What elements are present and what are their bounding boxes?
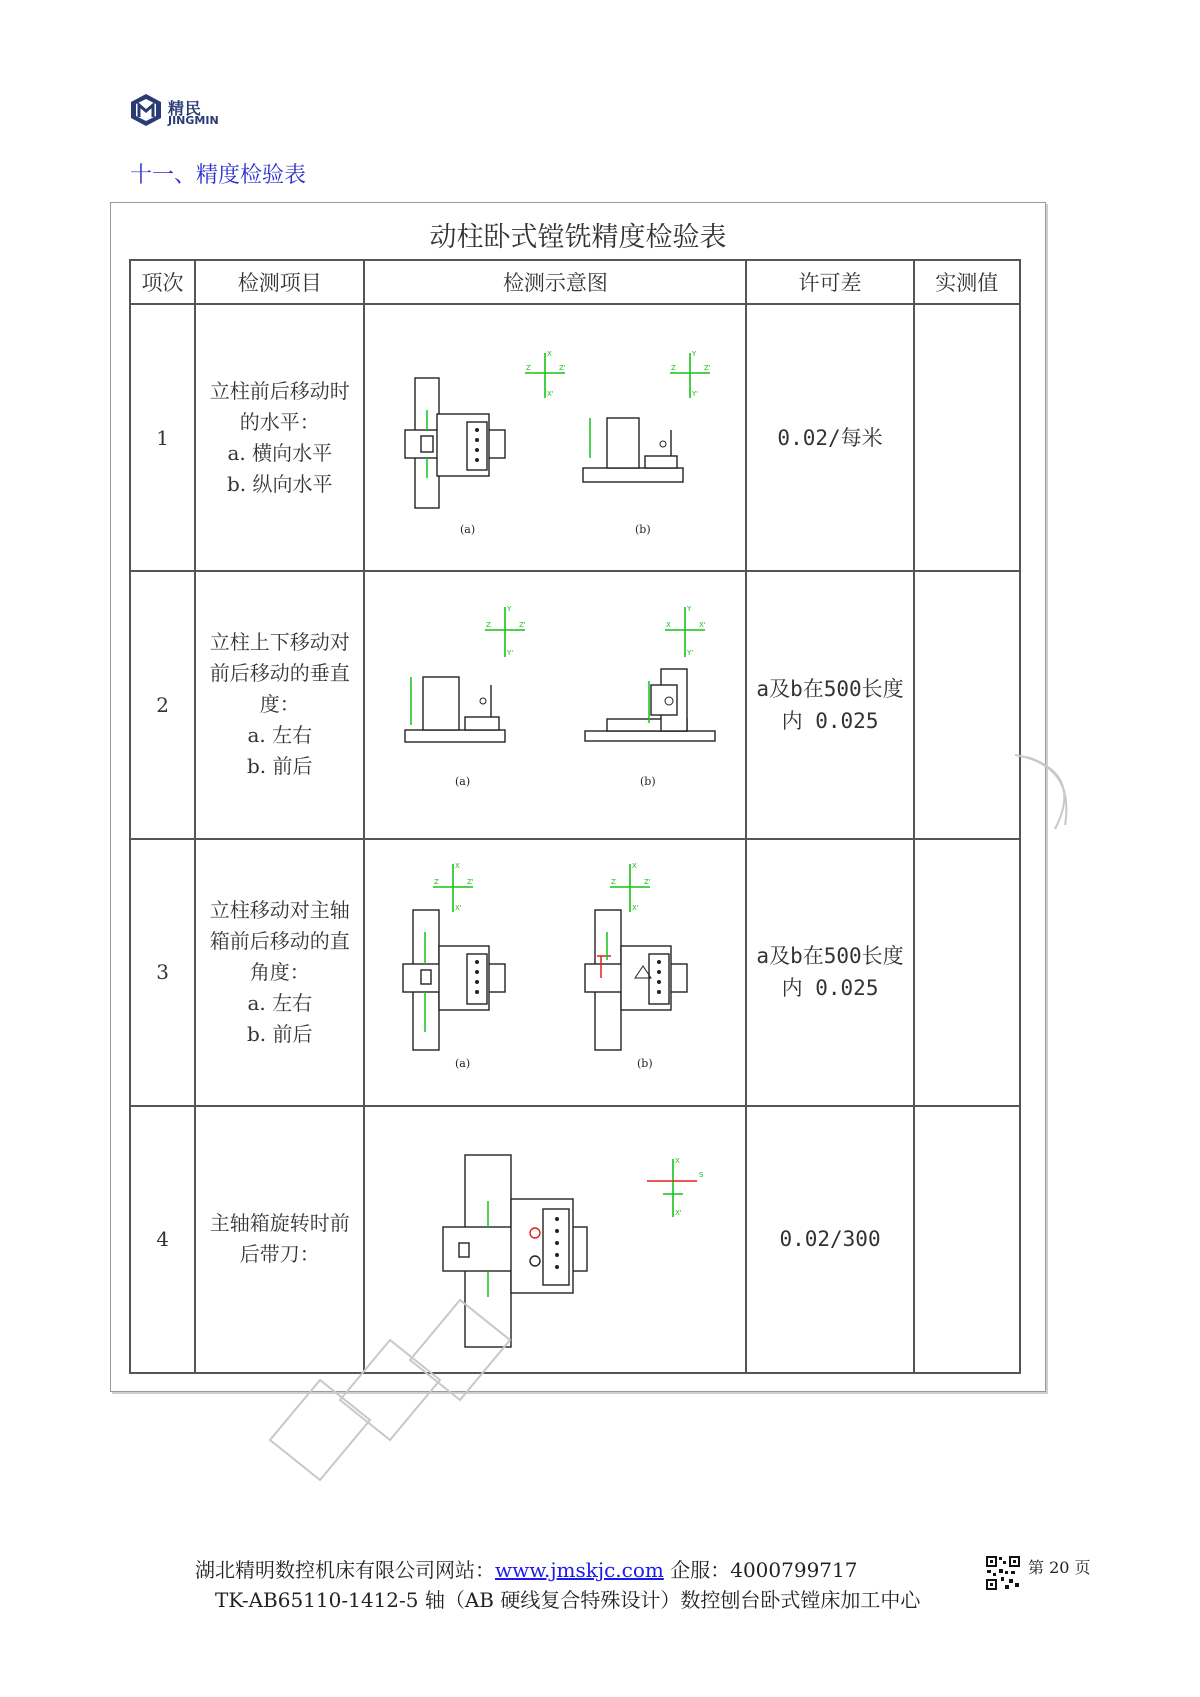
item-line: 立柱前后移动时 [209,378,350,403]
item-line: 度： [259,692,300,717]
tolerance-line: 0.02/300 [779,1227,881,1252]
measured-cell[interactable] [914,1106,1020,1373]
header-diagram: 检测示意图 [364,260,746,304]
item-line: a. 左右 [247,990,313,1015]
inspection-table [129,259,1021,1374]
column-topview-icon [585,910,687,1050]
axis-label: Z [526,363,532,372]
tolerance-cell [746,571,913,838]
axis-label: Y [507,604,512,613]
axis-label: Y' [507,648,514,657]
column-topview-icon [443,1155,587,1347]
brand-logo [128,92,238,132]
tolerance-cell [746,1106,913,1373]
footer-service-label: 企服： [663,1558,731,1582]
row-number: 3 [130,839,195,1106]
axis-cross-icon [670,353,710,398]
axis-cross-icon [610,864,650,912]
axis-label: X [666,620,672,629]
item-line: 立柱移动对主轴 [209,897,350,922]
axis-label: Z' [559,363,567,372]
sheet-title: 动柱卧式镗铣精度检验表 [429,222,727,253]
axis-label: Y [692,349,697,358]
tolerance-line: a及b在500长度 [756,944,904,969]
footer-company: 湖北精明数控机床有限公司网站： [195,1558,495,1582]
axis-label: Z' [644,878,652,887]
brand-name-en: JINGMIN [168,114,219,127]
axis-label: X' [699,620,707,629]
brand-name-cn: 精民 [168,99,203,118]
column-topview-icon [403,910,505,1050]
tolerance-cell [746,304,913,571]
measured-cell[interactable] [914,839,1020,1106]
axis-label: X [632,862,638,871]
axis-label: S [699,1171,704,1180]
column-sideview-icon [583,418,683,482]
table-row [130,304,1020,571]
section-title: 十一、精度检验表 [130,163,307,188]
item-line: a. 横向水平 [227,440,333,465]
check-item [195,571,364,838]
axis-label: X' [632,904,640,913]
measured-cell[interactable] [914,304,1020,571]
header-no: 项次 [130,260,195,304]
diagram-row-4 [385,1119,725,1359]
axis-label: X' [455,904,463,913]
row-number: 1 [130,304,195,571]
axis-label: Z' [467,878,475,887]
diagram-cell [364,304,746,571]
diagram-label: (b) [640,774,657,788]
row-number: 4 [130,1106,195,1373]
axis-cross-icon [665,604,705,657]
item-line: 前后移动的垂直 [209,661,350,686]
diagram-label: (b) [637,1057,654,1071]
footer-company-line [195,1554,857,1583]
item-line: 主轴箱旋转时前 [209,1211,350,1236]
axis-label: Z [671,363,677,372]
axis-label: X [547,349,553,358]
tolerance-line: 内 0.025 [781,708,879,733]
item-line: b. 前后 [247,1021,313,1046]
axis-label: Z' [519,620,527,629]
axis-label: X' [547,389,555,398]
diagram-label: (a) [455,774,471,788]
tolerance-line: a及b在500长度 [756,676,904,701]
brand-logo-mark [128,92,164,128]
column-topview-icon [405,378,505,508]
watermark-arc-icon [1005,745,1085,835]
item-line: a. 左右 [247,723,313,748]
axis-label: Z [611,878,617,887]
axis-label: Z' [704,363,712,372]
axis-label: Z [434,878,440,887]
page-number: 第 20 页 [1028,1558,1091,1577]
table-header-row [130,260,1020,304]
column-frontview-icon [585,669,715,741]
axis-label: Y [687,604,692,613]
item-line: b. 纵向水平 [227,471,333,496]
axis-label: Z [486,620,492,629]
axis-label: Y' [687,648,694,657]
table-row [130,571,1020,838]
item-line: 箱前后移动的直 [209,928,350,953]
qr-code-icon [985,1555,1021,1591]
diagram-row-2 [385,585,725,825]
table-row [130,839,1020,1106]
item-line: b. 前后 [247,754,313,779]
axis-label: Y' [692,389,699,398]
footer-service-phone: 4000799717 [730,1558,858,1582]
column-sideview-icon [405,677,505,742]
axis-label: X [675,1157,681,1166]
header-measured: 实测值 [914,260,1020,304]
header-item: 检测项目 [195,260,364,304]
website-link[interactable]: www.jmskjc.com [495,1558,664,1582]
item-line: 角度： [249,959,310,984]
diagram-label: (a) [455,1057,471,1071]
axis-cross-icon [433,864,473,912]
inspection-sheet [110,202,1046,1392]
axis-cross-icon [525,353,565,398]
diagram-cell [364,571,746,838]
item-line: 立柱上下移动对 [209,630,350,655]
tolerance-line: 内 0.025 [781,976,879,1001]
diagram-row-1 [385,318,725,558]
diagram-label: (b) [635,522,652,536]
check-item [195,304,364,571]
check-item [195,1106,364,1373]
tolerance-cell [746,839,913,1106]
tolerance-line: 0.02/每米 [777,425,883,450]
diagram-cell [364,1106,746,1373]
diagram-label: (a) [460,522,476,536]
axis-label: X [455,862,461,871]
check-item [195,839,364,1106]
diagram-cell [364,839,746,1106]
header-tolerance: 许可差 [746,260,913,304]
footer-model-line: TK-AB65110-1412-5 轴（AB 硬线复合特殊设计）数控刨台卧式镗床加工中心 [215,1588,921,1612]
item-line: 后带刀： [239,1242,320,1267]
table-row [130,1106,1020,1373]
item-line: 的水平： [239,409,320,434]
axis-label: X' [675,1209,683,1218]
row-number: 2 [130,571,195,838]
axis-cross-icon [485,604,525,657]
diagram-row-3 [385,852,725,1092]
